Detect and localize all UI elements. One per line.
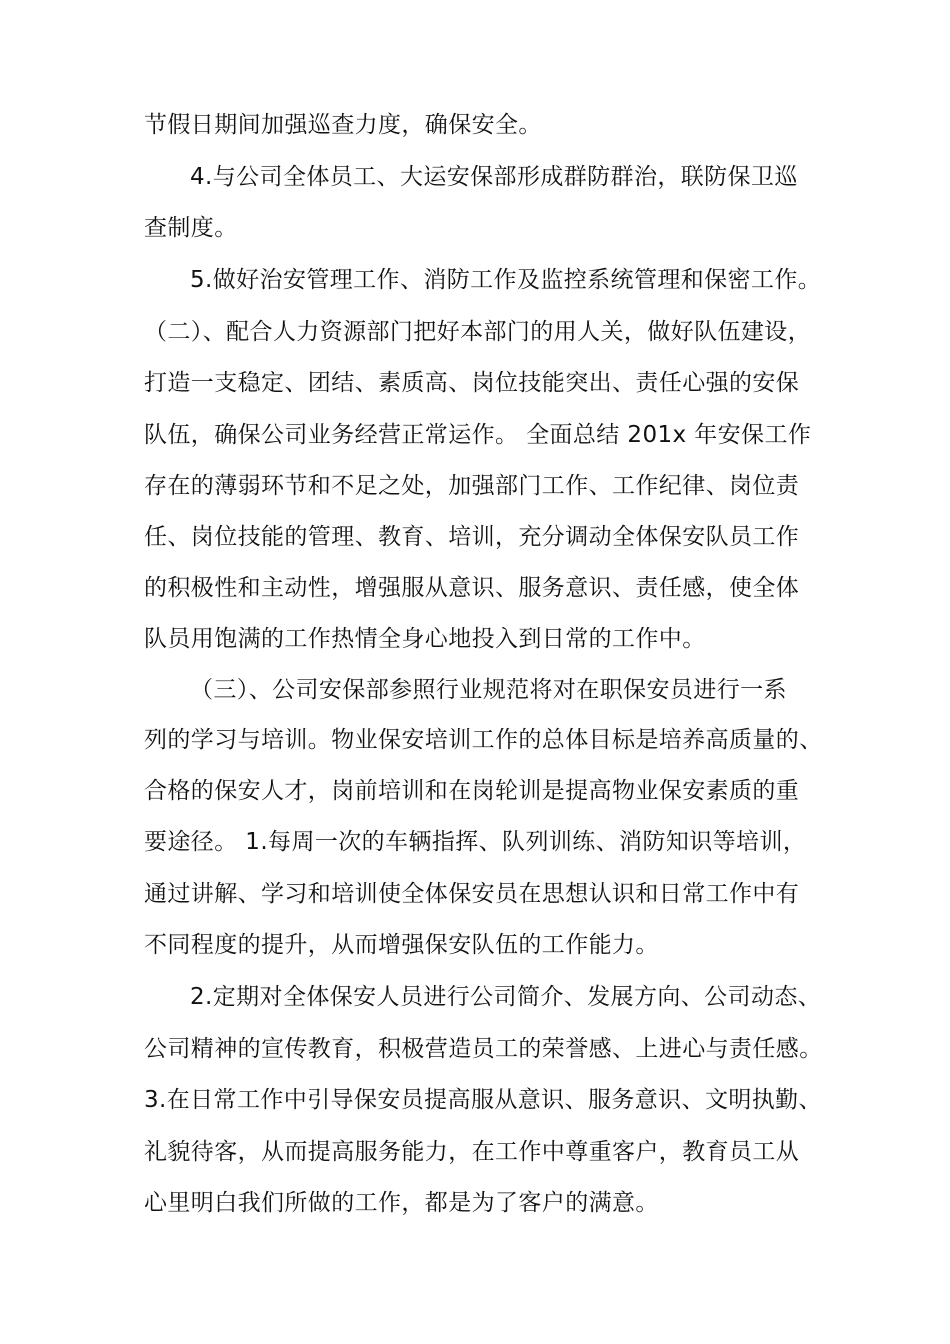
text-line: 心里明白我们所做的工作，都是为了客户的满意。 [144, 1190, 659, 1216]
text-line: （二）、配合人力资源部门把好本部门的用人关，做好队伍建设， [144, 319, 812, 345]
text-line: 通过讲解、学习和培训使全体保安员在思想认识和日常工作中有 [144, 881, 800, 907]
text-line: 查制度。 [144, 215, 238, 241]
text-line: 存在的薄弱环节和不足之处，加强部门工作、工作纪律、岗位责 [144, 473, 800, 499]
text-line: 2.定期对全体保安人员进行公司简介、发展方向、公司动态、 [190, 984, 822, 1010]
text-line: 4.与公司全体员工、大运安保部形成群防群治，联防保卫巡 [190, 164, 798, 190]
text-line: 要途径。 1.每周一次的车辆指挥、队列训练、消防知识等培训， [144, 829, 807, 855]
text-line: 公司精神的宣传教育，积极营造员工的荣誉感、上进心与责任感。 [144, 1036, 823, 1062]
text-line: （三）、公司安保部参照行业规范将对在职保安员进行一系 [190, 677, 787, 703]
text-line: 节假日期间加强巡查力度，确保安全。 [144, 112, 542, 138]
text-line: 礼貌待客，从而提高服务能力，在工作中尊重客户，教育员工从 [144, 1139, 800, 1165]
text-line: 3.在日常工作中引导保安员提高服从意识、服务意识、文明执勤、 [144, 1087, 822, 1113]
text-line: 5.做好治安管理工作、消防工作及监控系统管理和保密工作。 [190, 267, 822, 293]
text-line: 任、岗位技能的管理、教育、培训，充分调动全体保安队员工作 [144, 524, 800, 550]
text-line: 队伍，确保公司业务经营正常运作。 全面总结 201x 年安保工作 [144, 422, 812, 448]
text-line: 合格的保安人才，岗前培训和在岗轮训是提高物业保安素质的重 [144, 778, 800, 804]
text-line: 队员用饱满的工作热情全身心地投入到日常的工作中。 [144, 626, 706, 652]
text-line: 的积极性和主动性，增强服从意识、服务意识、责任感，使全体 [144, 575, 800, 601]
text-line: 列的学习与培训。物业保安培训工作的总体目标是培养高质量的、 [144, 727, 823, 753]
text-line: 打造一支稳定、团结、素质高、岗位技能突出、责任心强的安保 [144, 370, 800, 396]
text-line: 不同程度的提升，从而增强保安队伍的工作能力。 [144, 932, 659, 958]
